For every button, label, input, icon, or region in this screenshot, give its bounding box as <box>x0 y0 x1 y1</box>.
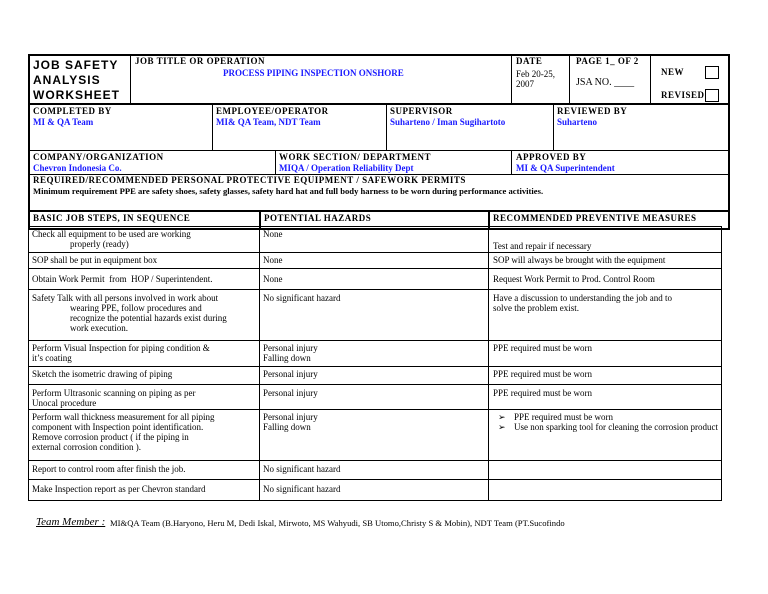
supervisor-label: SUPERVISOR <box>390 106 453 116</box>
table-row-hazard: No significant hazard <box>263 464 341 474</box>
table-row-step: Perform Ultrasonic scanning on piping as per Unocal procedure <box>32 388 196 408</box>
table-row-hazard: None <box>263 274 283 284</box>
table-row-hazard: None <box>263 255 283 265</box>
table-row-hazard: Personal injury Falling down <box>263 412 318 432</box>
table-row-hazard: Personal injury <box>263 369 318 379</box>
team-member-label: Team Member : <box>36 516 106 528</box>
revised-label: REVISED <box>661 90 705 100</box>
table-row-step: Check all equipment to be used are working properly (ready) <box>32 229 191 249</box>
table-row-hazard: No significant hazard <box>263 293 341 303</box>
bullet-item: ➢ Use non sparking tool for cleaning the corrosion product <box>496 422 720 432</box>
team-member-value: MI&QA Team (B.Haryono, Heru M, Dedi Iskal, Mirwoto, MS Wahyudi, SB Utomo,Christy S & Mobin), NDT Team (PT.Sucofindo <box>110 518 565 528</box>
work-section-value: MIQA / Operation Reliability Dept <box>279 163 414 173</box>
table-row-hazard: None <box>263 229 283 239</box>
date-value: Feb 20-25, 2007 <box>516 69 555 89</box>
table-row-step: Sketch the isometric drawing of piping <box>32 369 173 379</box>
table-row-measure: Test and repair if necessary <box>493 241 592 251</box>
job-title-value: PROCESS PIPING INSPECTION ONSHORE <box>223 68 404 78</box>
table-row-hazard: Personal injury Falling down <box>263 343 318 363</box>
table-row-step: Make Inspection report as per Chevron standard <box>32 484 206 494</box>
table-row-step: Perform wall thickness measurement for all piping component with Inspection point identification. Remove corrosion product ( if the piping in external corrosion condition ). <box>32 412 215 452</box>
completed-by-label: COMPLETED BY <box>33 106 112 116</box>
work-section-label: WORK SECTION/ DEPARTMENT <box>279 152 432 162</box>
table-row-measure: PPE required must be worn <box>493 343 592 353</box>
approved-by-value: MI & QA Superintendent <box>516 163 615 173</box>
table-row-step: Perform Visual Inspection for piping condition & it’s coating <box>32 343 210 363</box>
table-row-measure <box>496 412 720 432</box>
table-row-measure: SOP will always be brought with the equipment <box>493 255 666 265</box>
table-row-measure: Have a discussion to understanding the job and to solve the problem exist. <box>493 293 672 313</box>
form-title: JOB SAFETY ANALYSIS WORKSHEET <box>33 58 120 102</box>
completed-by-value: MI & QA Team <box>33 117 94 127</box>
company-value: Chevron Indonesia Co. <box>33 163 122 173</box>
table-row-hazard: No significant hazard <box>263 484 341 494</box>
col-header-hazards: POTENTIAL HAZARDS <box>264 213 372 223</box>
table-row-hazard: Personal injury <box>263 388 318 398</box>
reviewed-by-value: Suharteno <box>557 117 598 127</box>
ppe-label: REQUIRED/RECOMMENDED PERSONAL PROTECTIVE EQUIPMENT / SAFEWORK PERMITS <box>33 175 466 185</box>
col-header-measures: RECOMMENDED PREVENTIVE MEASURES <box>493 213 697 223</box>
date-label: DATE <box>516 56 543 66</box>
employee-value: MI& QA Team, NDT Team <box>216 117 321 127</box>
table-row-measure: PPE required must be worn <box>493 388 592 398</box>
table-row-step: Report to control room after finish the job. <box>32 464 186 474</box>
revised-checkbox[interactable] <box>705 89 719 102</box>
table-row-step: Safety Talk with all persons involved in work about wearing PPE, follow procedures and recognize the potential hazards exist during work execution. <box>32 293 227 333</box>
reviewed-by-label: REVIEWED BY <box>557 106 628 116</box>
ppe-value: Minimum requirement PPE are safety shoes, safety glasses, safety hard hat and full body harness to be worn during performance activities. <box>33 186 544 196</box>
table-row-step: Obtain Work Permit from HOP / Superintendent. <box>32 274 213 284</box>
company-label: COMPANY/ORGANIZATION <box>33 152 164 162</box>
jsa-no-label: JSA NO. ____ <box>576 77 635 88</box>
approved-by-label: APPROVED BY <box>516 152 587 162</box>
table-row-step: SOP shall be put in equipment box <box>32 255 158 265</box>
new-checkbox[interactable] <box>705 66 719 79</box>
table-row-measure: Request Work Permit to Prod. Control Room <box>493 274 655 284</box>
page-label: PAGE 1_ OF 2 <box>576 56 639 66</box>
job-title-label: JOB TITLE OR OPERATION <box>135 56 265 66</box>
col-header-steps: BASIC JOB STEPS, IN SEQUENCE <box>33 213 191 223</box>
table-row-measure: PPE required must be worn <box>493 369 592 379</box>
bullet-item: ➢ PPE required must be worn <box>496 412 720 422</box>
new-label: NEW <box>661 67 685 77</box>
employee-label: EMPLOYEE/OPERATOR <box>216 106 329 116</box>
supervisor-value: Suharteno / Iman Sugihartoto <box>390 117 506 127</box>
